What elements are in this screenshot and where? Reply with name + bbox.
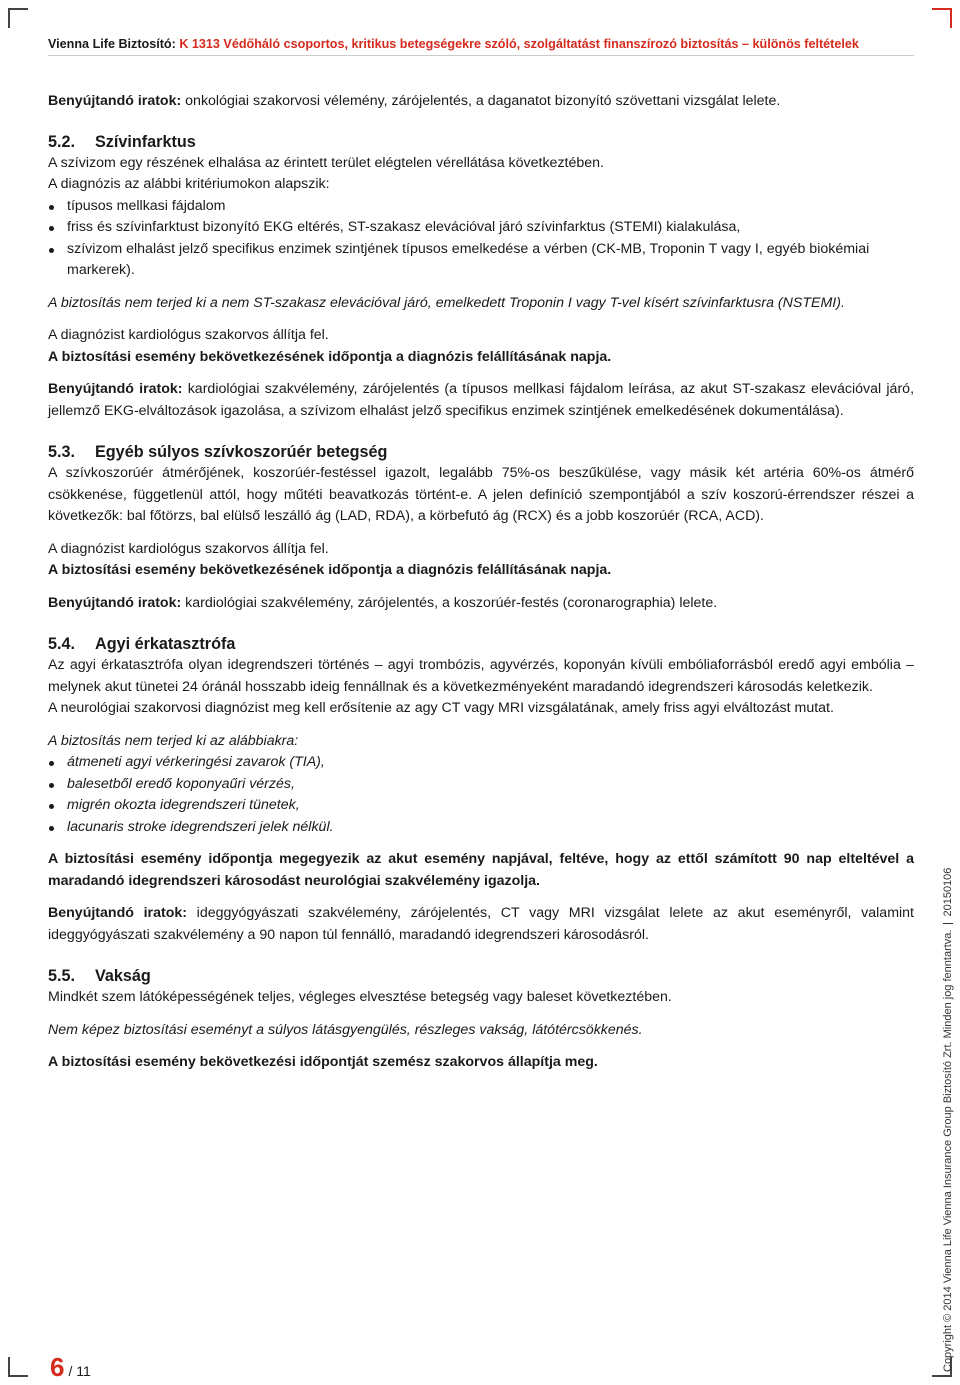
paragraph: A neurológiai szakorvosi diagnózist meg kell erősítenie az agy CT vagy MRI vizsgálatának, amely friss agyi elváltozást mutat. <box>48 700 834 716</box>
page-content <box>48 91 914 1074</box>
docs-label: Benyújtandó iratok: <box>48 93 182 109</box>
section-number: 5.5. <box>48 967 76 985</box>
side-copyright <box>941 867 955 1372</box>
docs-label: Benyújtandó iratok: <box>48 905 187 921</box>
copyright-text: Copyright © 2014 Vienna Life Vienna Insurance Group Biztosító Zrt. Minden jog fenntartva. <box>942 929 954 1372</box>
paragraph: A szívizom egy részének elhalása az érintett terület elégtelen vérellátása következtében. <box>48 154 604 171</box>
page-number <box>50 1352 91 1384</box>
list-item: lacunaris stroke idegrendszeri jelek nélkül. <box>48 817 914 839</box>
list-item: migrén okozta idegrendszeri tünetek, <box>48 795 914 817</box>
section-5-4 <box>48 633 914 946</box>
running-header <box>48 36 914 56</box>
paragraph: Az agyi érkatasztrófa olyan idegrendszeri történés – agyi trombózis, agyvérzés, koponyán kívüli embóliaforrásból eredő agyi embólia – melynek akut tünetei 24 óránál hosszabb ideig fennállnak és a következményeként maradandó idegrendszeri károsodás keletkezik. <box>48 657 914 695</box>
exclusion-note: Nem képez biztosítási eseményt a súlyos látásgyengülés, részleges vakság, látótércsökkenés. <box>48 1021 643 1038</box>
section-title: Vakság <box>95 967 151 985</box>
required-docs <box>48 593 914 615</box>
section-number: 5.4. <box>48 635 76 653</box>
section-heading <box>48 965 914 987</box>
list-item: átmeneti agyi vérkeringési zavarok (TIA), <box>48 752 914 774</box>
document-code: 20150106 <box>942 867 954 917</box>
criteria-list <box>48 196 914 282</box>
exclusion-intro: A biztosítás nem terjed ki az alábbiakra: <box>48 732 299 749</box>
required-docs <box>48 903 914 946</box>
docs-text: onkológiai szakorvosi vélemény, zárójelentés, a daganatot bizonyító szövettani vizsgálat lelete. <box>181 93 781 109</box>
current-page: 6 <box>50 1352 65 1382</box>
section-title: Agyi érkatasztrófa <box>95 635 236 653</box>
total-pages: / 11 <box>68 1363 91 1379</box>
docs-text: kardiológiai szakvélemény, zárójelentés (a típusos mellkasi fájdalom leírása, az akut ST-szakasz elevációval járó, jellemző EKG-elváltozások igazolása, a szívizom elhalást jelző specifikus enzimek szintjének emelkedésének dokumentálása). <box>48 381 915 419</box>
section-title: Szívinfarktus <box>95 132 196 151</box>
docs-label: Benyújtandó iratok: <box>48 594 182 611</box>
crop-mark-top-left <box>8 8 28 28</box>
section-heading <box>48 633 914 655</box>
list-item: típusos mellkasi fájdalom <box>48 196 914 218</box>
header-product: K 1313 Védőháló csoportos, kritikus betegségekre szóló, szolgáltatást finanszírozó biztosítás – különös feltételek <box>179 37 859 51</box>
section-5-2 <box>48 131 914 423</box>
section-title: Egyéb súlyos szívkoszorúér betegség <box>95 443 388 461</box>
paragraph: A diagnózis az alábbi kritériumokon alapszik: <box>48 176 330 192</box>
section-heading <box>48 441 914 463</box>
event-date-note: A biztosítási esemény időpontja megegyezik az akut esemény napjával, feltéve, hogy az ettől számított 90 nap elteltével a maradandó idegrendszeri károsodást neurológiai szakvélemény igazolja. <box>48 851 914 889</box>
required-docs <box>48 379 914 422</box>
section-number: 5.2. <box>48 132 76 151</box>
list-item: szívizom elhalást jelző specifikus enzimek szintjének típusos emelkedése a vérben (CK-MB, Troponin T vagy I, egyéb biokémiai markerek). <box>48 239 914 282</box>
intro-docs <box>48 91 914 113</box>
paragraph: A diagnózist kardiológus szakorvos állítja fel. <box>48 327 329 343</box>
crop-mark-top-right <box>932 8 952 28</box>
docs-label: Benyújtandó iratok: <box>48 381 183 397</box>
section-number: 5.3. <box>48 443 76 461</box>
section-heading <box>48 131 914 153</box>
list-item: friss és szívinfarktust bizonyító EKG eltérés, ST-szakasz elevációval járó szívinfarktus (STEMI) kialakulása, <box>48 217 914 239</box>
paragraph: A szívkoszorúér átmérőjének, koszorúér-festéssel igazolt, legalább 75%-os beszűkülése, vagy másik két artéria 60%-os átmérő csökkenése, függetlenül attól, hogy műtéti beavatkozás történt-e. A jelen definíció szempontjából a szív koszorú-érrendszer részei a következők: bal főtörzs, bal elülső leszálló ág (LAD, RDA), a körbefutó ág (RCX) és a jobb koszorúér (RCA, ACD). <box>48 465 914 524</box>
list-item: balesetből eredő koponyaűri vérzés, <box>48 774 914 796</box>
event-date-note: A biztosítási esemény bekövetkezési időpontját szemész szakorvos állapítja meg. <box>48 1054 598 1070</box>
divider <box>943 923 953 924</box>
docs-text: kardiológiai szakvélemény, zárójelentés, a koszorúér-festés (coronarographia) lelete. <box>181 594 718 611</box>
event-date-note: A biztosítási esemény bekövetkezésének időpontja a diagnózis felállításának napja. <box>48 562 612 578</box>
paragraph: A diagnózist kardiológus szakorvos állítja fel. <box>48 540 329 557</box>
event-date-note: A biztosítási esemény bekövetkezésének időpontja a diagnózis felállításának napja. <box>48 348 612 365</box>
section-5-3 <box>48 441 914 614</box>
crop-mark-bottom-left <box>8 1357 28 1377</box>
exclusion-list <box>48 752 914 838</box>
header-company: Vienna Life Biztosító: <box>48 37 176 51</box>
section-5-5 <box>48 965 914 1074</box>
paragraph: Mindkét szem látóképességének teljes, végleges elvesztése betegség vagy baleset következtében. <box>48 989 672 1005</box>
exclusion-note: A biztosítás nem terjed ki a nem ST-szakasz elevációval járó, emelkedett Troponin I vagy T-vel kísért szívinfarktusra (NSTEMI). <box>48 294 845 311</box>
docs-text: ideggyógyászati szakvélemény, zárójelentés, CT vagy MRI vizsgálat lelete az akut eseményről, valamint ideggyógyászati szakvélemény a 90 napon túl fennálló, maradandó idegrendszeri károsodásról. <box>48 905 915 943</box>
